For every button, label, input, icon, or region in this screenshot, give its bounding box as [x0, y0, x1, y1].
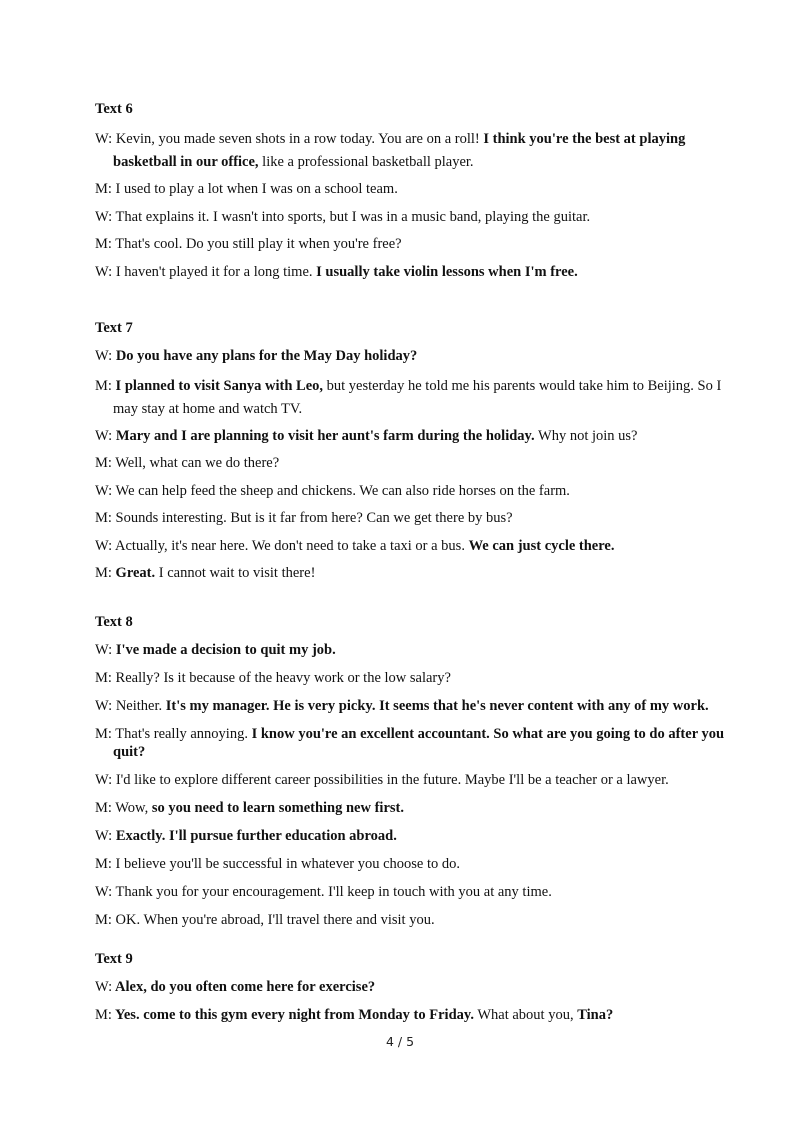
text-9-section — [95, 950, 745, 1033]
text-segment: Really? Is it because of the heavy work or the low salary? — [111, 670, 451, 686]
bold-segment: I've made a decision to quit my job. — [112, 642, 336, 658]
speaker-label: M: — [95, 510, 112, 526]
speaker-label: W: — [95, 979, 113, 995]
bold-segment: Tina? — [577, 1006, 614, 1023]
text-segment: That explains it. I wasn't into sports, but I was in a music band, playing the guitar. — [112, 208, 591, 225]
text-7-section — [95, 319, 745, 592]
dialogue-line — [95, 454, 745, 472]
text-segment: Well, what can we do there? — [111, 455, 280, 471]
dialogue-line — [95, 375, 745, 421]
text-segment: Actually, it's near here. We don't need to take a taxi or a bus. — [112, 537, 469, 554]
speaker-label: M: — [95, 377, 112, 394]
speaker-label: M: — [95, 1006, 112, 1023]
dialogue-line — [95, 128, 745, 174]
speaker-label: W: — [95, 263, 113, 280]
bold-segment: I think you're the best at playing basketball in our office, — [113, 131, 686, 170]
text-segment: Neither. — [112, 698, 166, 714]
speaker-label: M: — [95, 455, 112, 471]
text-segment: but yesterday he told me his parents would take him to Beijing. So I may stay at home and watch TV. — [113, 377, 722, 417]
bold-segment: Do you have any plans for the May Day holiday? — [112, 348, 418, 364]
text-8-section — [95, 613, 745, 939]
speaker-label: M: — [95, 726, 112, 742]
text-segment: I believe you'll be successful in whatever you choose to do. — [111, 856, 461, 872]
speaker-label: W: — [95, 208, 113, 225]
text-segment: We can help feed the sheep and chickens. We can also ride horses on the farm. — [112, 482, 570, 499]
dialogue-line — [95, 482, 745, 500]
speaker-label: M: — [95, 565, 112, 581]
speaker-label: M: — [95, 236, 112, 252]
section-heading: Text 6 — [95, 101, 133, 117]
dialogue-line — [95, 208, 745, 226]
dialogue-line — [95, 1006, 745, 1024]
speaker-label: W: — [95, 427, 113, 444]
text-segment: Wow, — [111, 800, 152, 816]
text-segment: I used to play a lot when I was on a school team. — [111, 181, 398, 197]
bold-segment: Mary and I are planning to visit her aunt's farm during the holiday. — [112, 427, 535, 444]
bold-segment: so you need to learn something new first. — [151, 800, 404, 816]
dialogue-line — [95, 564, 745, 582]
bold-segment: Great. — [111, 565, 156, 581]
dialogue-line — [95, 697, 745, 715]
text-segment: like a professional basketball player. — [258, 154, 474, 170]
speaker-label: M: — [95, 670, 112, 686]
dialogue-line — [95, 641, 745, 659]
bold-segment: I usually take violin lessons when I'm free. — [316, 263, 578, 280]
speaker-label: M: — [95, 856, 112, 872]
text-segment: I cannot wait to visit there! — [155, 565, 316, 581]
text-segment: I'd like to explore different career possibilities in the future. Maybe I'll be a teacher or a lawyer. — [112, 772, 669, 788]
speaker-label: W: — [95, 537, 113, 554]
text-segment: That's cool. Do you still play it when you're free? — [111, 236, 402, 252]
text-segment: OK. When you're abroad, I'll travel there and visit you. — [111, 912, 435, 928]
bold-segment: Exactly. I'll pursue further education abroad. — [112, 828, 397, 844]
dialogue-line — [95, 855, 745, 873]
speaker-label: W: — [95, 482, 113, 499]
speaker-label: W: — [95, 348, 113, 364]
bold-segment: It's my manager. He is very picky. It seems that he's never content with any of my work. — [165, 698, 709, 714]
section-heading: Text 7 — [95, 320, 133, 336]
dialogue-line — [95, 725, 745, 761]
section-heading: Text 8 — [95, 614, 133, 630]
bold-segment: Alex, do you often come here for exercise? — [112, 979, 376, 995]
text-segment: Sounds interesting. But is it far from here? Can we get there by bus? — [111, 510, 513, 526]
bold-segment: I know you're an excellent accountant. So what are you going to do after you quit? — [113, 726, 725, 760]
text-segment: Thank you for your encouragement. I'll keep in touch with you at any time. — [112, 884, 552, 900]
text-segment: That's really annoying. — [111, 726, 252, 742]
dialogue-line — [95, 263, 745, 281]
speaker-label: W: — [95, 642, 113, 658]
speaker-label: W: — [95, 698, 113, 714]
section-heading: Text 9 — [95, 951, 133, 967]
speaker-label: W: — [95, 884, 113, 900]
dialogue-line — [95, 347, 745, 365]
text-segment: What about you, — [473, 1006, 578, 1023]
text-6-section — [95, 100, 745, 290]
dialogue-line — [95, 827, 745, 845]
dialogue-line — [95, 883, 745, 901]
bold-segment: We can just cycle there. — [468, 537, 615, 554]
bold-segment: Yes. come to this gym every night from Monday to Friday. — [111, 1006, 474, 1023]
dialogue-line — [95, 669, 745, 687]
speaker-label: M: — [95, 912, 112, 928]
text-segment: Kevin, you made seven shots in a row today. You are on a roll! — [112, 131, 484, 147]
dialogue-line — [95, 799, 745, 817]
dialogue-line — [95, 911, 745, 929]
speaker-label: W: — [95, 131, 113, 147]
text-segment: Why not join us? — [534, 427, 638, 444]
dialogue-line — [95, 235, 745, 253]
speaker-label: W: — [95, 828, 113, 844]
speaker-label: M: — [95, 800, 112, 816]
speaker-label: W: — [95, 772, 113, 788]
page-number: 4 / 5 — [385, 1034, 415, 1049]
dialogue-line — [95, 427, 745, 445]
dialogue-line — [95, 509, 745, 527]
dialogue-line — [95, 537, 745, 555]
dialogue-line — [95, 978, 745, 996]
speaker-label: M: — [95, 181, 112, 197]
bold-segment: I planned to visit Sanya with Leo, — [111, 377, 324, 394]
dialogue-line — [95, 771, 745, 789]
dialogue-line — [95, 180, 745, 198]
text-segment: I haven't played it for a long time. — [112, 263, 317, 280]
